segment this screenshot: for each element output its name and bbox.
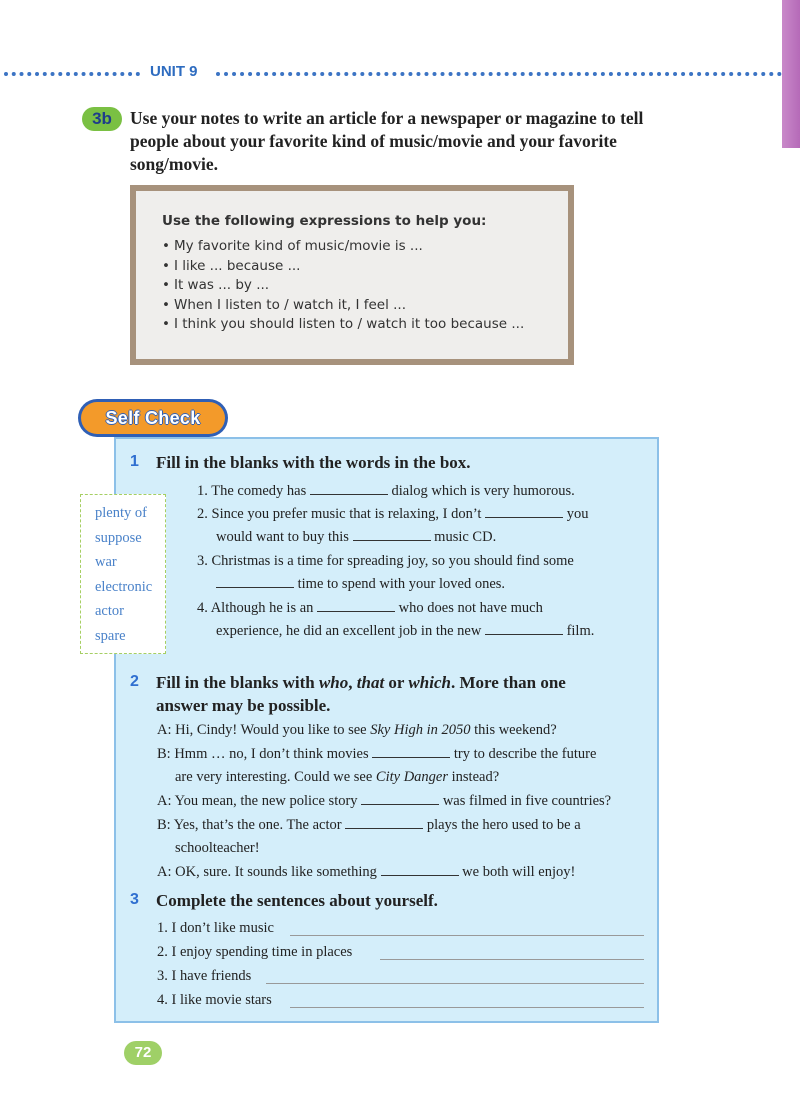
answer-blank[interactable]	[317, 599, 395, 612]
exercise-line: 3. Christmas is a time for spreading joy, so you should find some	[197, 553, 574, 569]
dialog-line: A: Hi, Cindy! Would you like to see Sky High in 2050 this weekend?	[157, 722, 557, 738]
dialog-line: are very interesting. Could we see City Danger instead?	[175, 769, 500, 785]
exercise-line: 1. The comedy has dialog which is very humorous.	[197, 483, 575, 499]
answer-line[interactable]	[290, 935, 644, 936]
dialog-line: B: Yes, that’s the one. The actor plays the hero used to be a	[157, 817, 581, 833]
header-dotted-rule	[216, 72, 782, 76]
bullet-icon: •	[162, 257, 170, 274]
word-box-item: plenty of	[95, 505, 147, 521]
unit-header	[0, 62, 782, 86]
word-box	[80, 494, 166, 654]
exercise-heading: answer may be possible.	[156, 696, 331, 715]
exercise-heading: Fill in the blanks with the words in the box.	[156, 453, 471, 472]
dialog-line: B: Hmm … no, I don’t think movies try to describe the future	[157, 746, 597, 762]
answer-blank[interactable]	[485, 505, 563, 518]
expression-item: • It was ... by ...	[162, 277, 270, 293]
answer-blank[interactable]	[485, 622, 563, 635]
bullet-icon: •	[162, 316, 170, 332]
exercise-number: 2	[130, 673, 139, 690]
exercise-line: 2. Since you prefer music that is relaxing, I don’t you	[197, 506, 589, 522]
expressions-title: Use the following expressions to help you:	[162, 213, 487, 229]
expression-item: • My favorite kind of music/movie is ...	[162, 238, 423, 254]
expressions-box	[130, 185, 574, 365]
dialog-line: A: You mean, the new police story was filmed in five countries?	[157, 793, 612, 809]
sentence-prompt: 2. I enjoy spending time in places	[157, 944, 353, 960]
word-box-item: war	[95, 554, 117, 570]
expression-item: • When I listen to / watch it, I feel ...	[162, 296, 407, 313]
answer-line[interactable]	[266, 983, 644, 984]
self-check-badge	[78, 399, 230, 439]
answer-blank[interactable]	[216, 575, 294, 588]
expression-item: • I think you should listen to / watch it too because ...	[162, 316, 525, 332]
exercise-line: experience, he did an excellent job in the new film.	[216, 623, 595, 639]
answer-blank[interactable]	[345, 816, 423, 829]
exercise-number: 1	[130, 453, 139, 470]
answer-blank[interactable]	[310, 482, 388, 495]
sentence-prompt: 4. I like movie stars	[157, 992, 272, 1008]
exercise-heading: Complete the sentences about yourself.	[156, 891, 438, 910]
expression-item: • I like ... because ...	[162, 257, 301, 274]
word-box-item: spare	[95, 627, 126, 644]
answer-blank[interactable]	[372, 745, 450, 758]
answer-blank[interactable]	[361, 792, 439, 805]
task-instruction: Use your notes to write an article for a newspaper or magazine to tell people about your favorite kind of music/movie and your favorite song/movie.	[130, 108, 644, 174]
page-number: 72	[124, 1041, 162, 1065]
side-color-tab	[782, 0, 800, 148]
bullet-icon: •	[162, 277, 170, 293]
exercise-number: 3	[130, 891, 139, 908]
sentence-prompt: 3. I have friends	[157, 968, 252, 984]
dialog-line: schoolteacher!	[175, 840, 260, 856]
exercise-line: would want to buy this music CD.	[216, 529, 497, 545]
header-dotted-rule	[4, 72, 140, 76]
dialog-line: A: OK, sure. It sounds like something we both will enjoy!	[157, 864, 576, 880]
answer-blank[interactable]	[381, 863, 459, 876]
answer-blank[interactable]	[353, 528, 431, 541]
answer-line[interactable]	[380, 959, 644, 960]
unit-label: UNIT 9	[150, 63, 198, 80]
bullet-icon: •	[162, 238, 170, 254]
exercise-line: time to spend with your loved ones.	[216, 574, 505, 594]
task-badge: 3b	[82, 107, 122, 131]
self-check-title: Self Check	[81, 402, 225, 434]
word-box-item: actor	[95, 603, 124, 619]
bullet-icon: •	[162, 296, 170, 313]
sentence-prompt: 1. I don’t like music	[157, 920, 274, 936]
exercise-heading: Fill in the blanks with who, that or which. More than one	[156, 673, 566, 692]
word-box-item: suppose	[95, 529, 142, 546]
exercise-line: 4. Although he is an who does not have much	[197, 600, 543, 616]
word-box-item: electronic	[95, 578, 153, 595]
answer-line[interactable]	[290, 1007, 644, 1008]
